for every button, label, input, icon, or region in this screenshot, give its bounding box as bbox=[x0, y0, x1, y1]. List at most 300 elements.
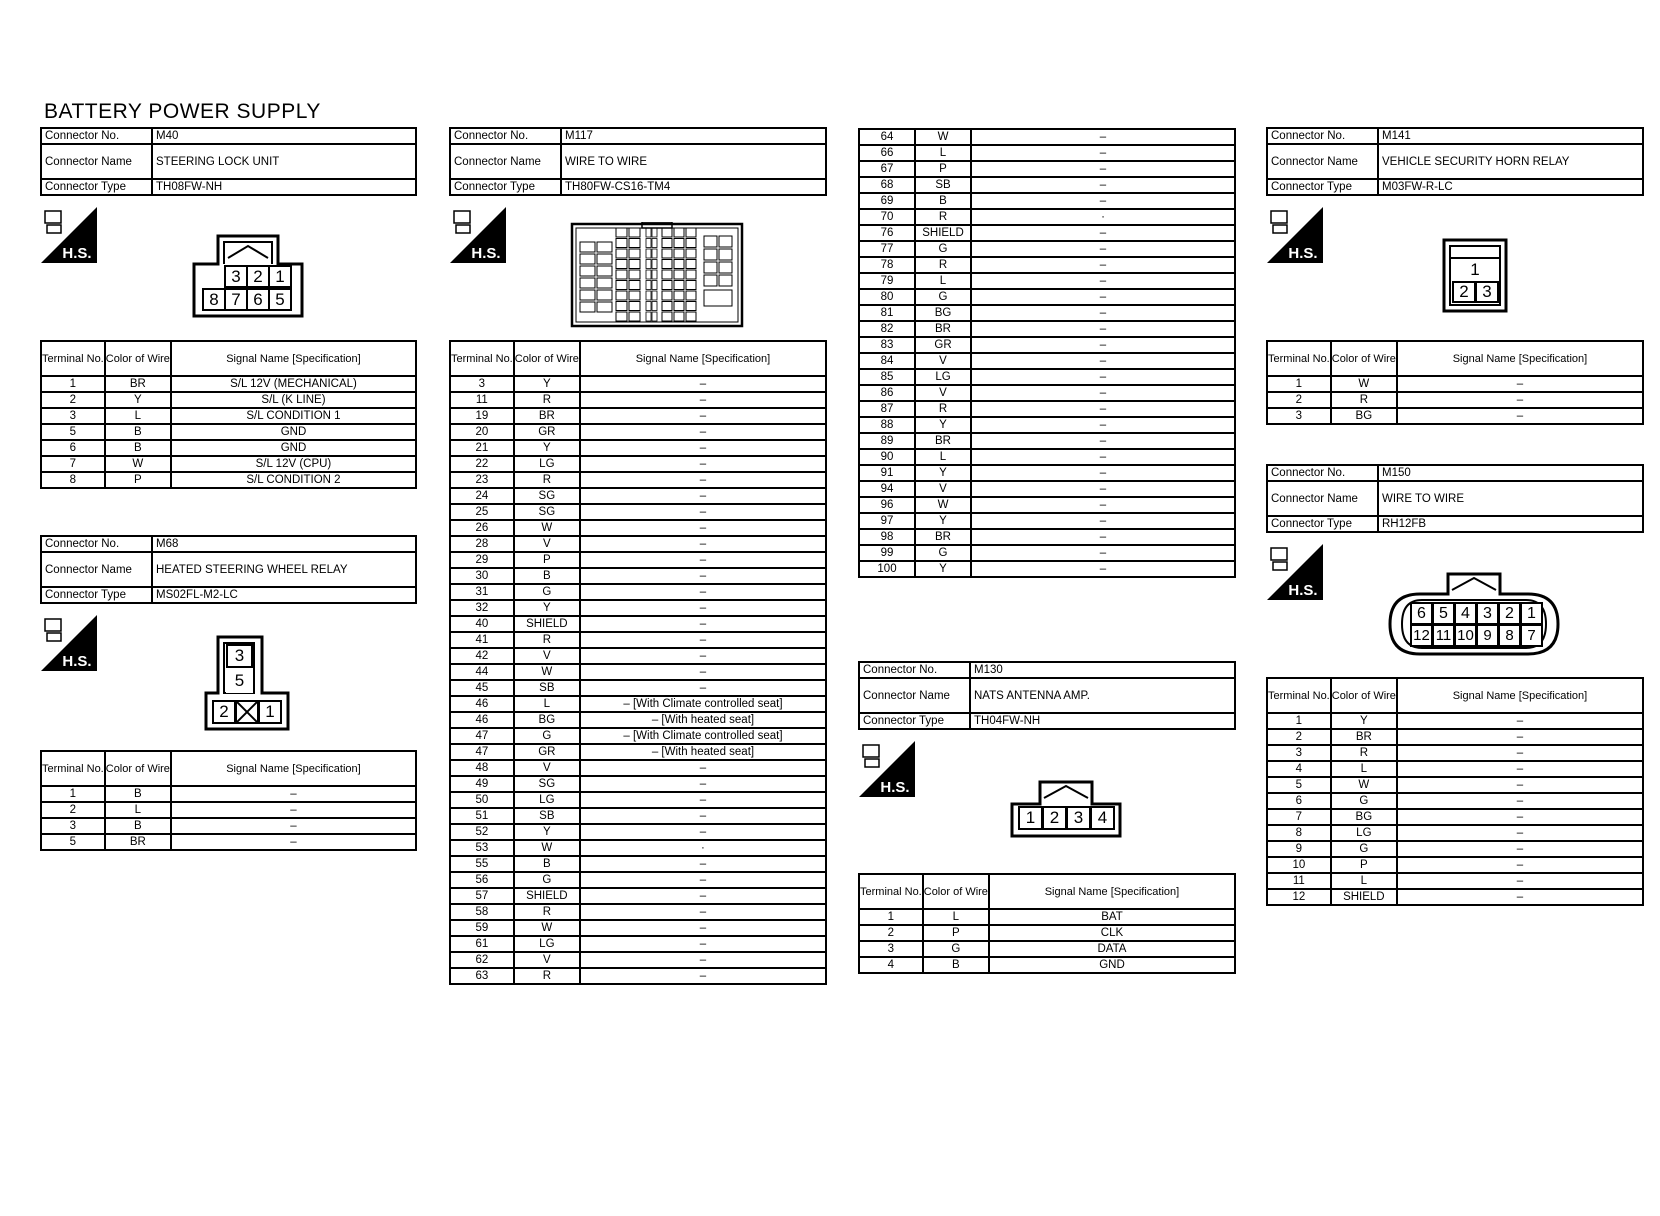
terminal-no: 89 bbox=[859, 433, 915, 449]
signal-name: – bbox=[1397, 857, 1643, 873]
wire-color: G bbox=[1331, 793, 1397, 809]
label-conn-no: Connector No. bbox=[41, 536, 152, 552]
hs-icon bbox=[450, 207, 506, 263]
signal-name: – bbox=[971, 385, 1235, 401]
terminal-no: 3 bbox=[1267, 408, 1331, 424]
header-terminal: Terminal No. bbox=[1267, 678, 1331, 713]
wire-color: W bbox=[1331, 777, 1397, 793]
signal-name: – bbox=[580, 760, 826, 776]
terminal-no: 47 bbox=[450, 744, 514, 760]
terminal-no: 97 bbox=[859, 513, 915, 529]
terminal-no: 20 bbox=[450, 424, 514, 440]
wire-color: G bbox=[915, 241, 971, 257]
table-row bbox=[1267, 825, 1643, 841]
signal-name: – bbox=[580, 488, 826, 504]
table-row bbox=[41, 440, 416, 456]
pin: 10 bbox=[1454, 624, 1477, 647]
signal-name: · bbox=[971, 209, 1235, 225]
signal-name: – bbox=[580, 952, 826, 968]
terminal-no: 3 bbox=[859, 941, 923, 957]
terminal-no: 56 bbox=[450, 872, 514, 888]
table-row bbox=[450, 856, 826, 872]
table-row bbox=[1267, 889, 1643, 905]
wire-color: Y bbox=[915, 513, 971, 529]
pin: 3 bbox=[1066, 806, 1091, 830]
wire-color: V bbox=[915, 481, 971, 497]
terminal-no: 55 bbox=[450, 856, 514, 872]
table-row bbox=[859, 401, 1235, 417]
header-color: Color of Wire bbox=[514, 341, 580, 376]
wire-color: BG bbox=[1331, 809, 1397, 825]
connector-no: M150 bbox=[1378, 465, 1643, 481]
wire-color: SHIELD bbox=[514, 888, 580, 904]
signal-name: – bbox=[1397, 873, 1643, 889]
terminal-no: 45 bbox=[450, 680, 514, 696]
signal-name: – bbox=[580, 376, 826, 392]
terminal-no: 2 bbox=[859, 925, 923, 941]
table-row bbox=[859, 161, 1235, 177]
connector-face-m150 bbox=[1388, 570, 1560, 656]
terminal-table-m141 bbox=[1266, 340, 1644, 425]
table-row bbox=[450, 760, 826, 776]
signal-name: – bbox=[1397, 793, 1643, 809]
wire-color: G bbox=[514, 584, 580, 600]
signal-name: – bbox=[1397, 825, 1643, 841]
table-header-row bbox=[1267, 678, 1643, 713]
signal-name: – bbox=[971, 305, 1235, 321]
wire-color: P bbox=[514, 552, 580, 568]
signal-name: – bbox=[971, 129, 1235, 145]
terminal-no: 67 bbox=[859, 161, 915, 177]
label-conn-name: Connector Name bbox=[41, 144, 152, 179]
terminal-no: 1 bbox=[41, 786, 105, 802]
wire-color: B bbox=[923, 957, 989, 973]
wire-color: L bbox=[915, 145, 971, 161]
header-signal: Signal Name [Specification] bbox=[171, 341, 416, 376]
wire-color: R bbox=[1331, 745, 1397, 761]
table-row bbox=[450, 392, 826, 408]
signal-name: – bbox=[580, 648, 826, 664]
pin: 4 bbox=[1454, 602, 1477, 625]
connector-m141 bbox=[1266, 127, 1644, 196]
signal-name: – bbox=[171, 818, 416, 834]
signal-name: – bbox=[580, 936, 826, 952]
wire-color: Y bbox=[915, 561, 971, 577]
signal-name: – bbox=[1397, 408, 1643, 424]
terminal-no: 59 bbox=[450, 920, 514, 936]
signal-name: – bbox=[1397, 809, 1643, 825]
terminal-no: 2 bbox=[1267, 392, 1331, 408]
signal-name: – [With heated seat] bbox=[580, 712, 826, 728]
table-row bbox=[859, 225, 1235, 241]
signal-name: – bbox=[971, 481, 1235, 497]
terminal-no: 80 bbox=[859, 289, 915, 305]
signal-name: – bbox=[580, 456, 826, 472]
table-row bbox=[450, 376, 826, 392]
pin: 1 bbox=[1018, 806, 1043, 830]
terminal-no: 76 bbox=[859, 225, 915, 241]
signal-name: S/L (K LINE) bbox=[171, 392, 416, 408]
signal-name: – bbox=[971, 145, 1235, 161]
table-row bbox=[1267, 809, 1643, 825]
signal-name: – bbox=[971, 241, 1235, 257]
pin: 2 bbox=[246, 265, 270, 288]
wire-color: L bbox=[915, 449, 971, 465]
table-row bbox=[1267, 873, 1643, 889]
table-row bbox=[859, 257, 1235, 273]
pin: 5 bbox=[226, 669, 253, 693]
header-signal: Signal Name [Specification] bbox=[1397, 341, 1643, 376]
terminal-no: 29 bbox=[450, 552, 514, 568]
table-row bbox=[859, 561, 1235, 577]
wire-color: B bbox=[105, 424, 171, 440]
hs-icon bbox=[1267, 544, 1323, 600]
table-row bbox=[859, 305, 1235, 321]
connector-type: TH04FW-NH bbox=[970, 713, 1235, 729]
terminal-no: 66 bbox=[859, 145, 915, 161]
terminal-no: 62 bbox=[450, 952, 514, 968]
signal-name: – bbox=[971, 161, 1235, 177]
pin: 3 bbox=[224, 265, 248, 288]
wire-color: W bbox=[1331, 376, 1397, 392]
signal-name: – [With Climate controlled seat] bbox=[580, 728, 826, 744]
connector-m150 bbox=[1266, 464, 1644, 533]
terminal-no: 1 bbox=[41, 376, 105, 392]
table-row bbox=[450, 680, 826, 696]
wire-color: P bbox=[105, 472, 171, 488]
wire-color: BR bbox=[915, 321, 971, 337]
signal-name: – bbox=[580, 776, 826, 792]
terminal-no: 98 bbox=[859, 529, 915, 545]
terminal-no: 42 bbox=[450, 648, 514, 664]
wire-color: V bbox=[514, 952, 580, 968]
terminal-no: 5 bbox=[1267, 777, 1331, 793]
signal-name: – [With heated seat] bbox=[580, 744, 826, 760]
signal-name: – bbox=[171, 834, 416, 850]
table-row bbox=[1267, 713, 1643, 729]
label-conn-name: Connector Name bbox=[41, 552, 152, 587]
header-terminal: Terminal No. bbox=[41, 751, 105, 786]
header-color: Color of Wire bbox=[923, 874, 989, 909]
table-row bbox=[450, 712, 826, 728]
table-row bbox=[859, 193, 1235, 209]
label-conn-no: Connector No. bbox=[1267, 465, 1378, 481]
connector-type: MS02FL-M2-LC bbox=[152, 587, 416, 603]
signal-name: – bbox=[580, 680, 826, 696]
wire-color: BG bbox=[514, 712, 580, 728]
table-row bbox=[859, 273, 1235, 289]
terminal-no: 8 bbox=[41, 472, 105, 488]
terminal-no: 90 bbox=[859, 449, 915, 465]
connector-m40 bbox=[40, 127, 417, 196]
wire-color: LG bbox=[514, 456, 580, 472]
terminal-table-m117-continued bbox=[858, 128, 1236, 578]
wire-color: G bbox=[514, 728, 580, 744]
pin: 7 bbox=[224, 288, 248, 311]
signal-name: S/L CONDITION 2 bbox=[171, 472, 416, 488]
connector-face-m130 bbox=[1010, 776, 1122, 838]
table-row bbox=[859, 241, 1235, 257]
table-row bbox=[450, 632, 826, 648]
connector-info bbox=[1266, 464, 1644, 533]
terminal-no: 10 bbox=[1267, 857, 1331, 873]
wire-color: W bbox=[514, 920, 580, 936]
wire-color: P bbox=[915, 161, 971, 177]
table-row bbox=[450, 728, 826, 744]
signal-name: – bbox=[971, 353, 1235, 369]
wire-color: BR bbox=[915, 433, 971, 449]
terminal-no: 69 bbox=[859, 193, 915, 209]
signal-name: – bbox=[1397, 729, 1643, 745]
pin: 2 bbox=[1042, 806, 1067, 830]
terminal-no: 48 bbox=[450, 760, 514, 776]
wire-color: Y bbox=[514, 824, 580, 840]
signal-name: S/L 12V (MECHANICAL) bbox=[171, 376, 416, 392]
signal-name: – bbox=[580, 584, 826, 600]
wire-color: R bbox=[915, 257, 971, 273]
pin: 2 bbox=[1498, 602, 1521, 625]
table-row bbox=[859, 209, 1235, 225]
hs-icon bbox=[41, 615, 97, 671]
wire-color: P bbox=[1331, 857, 1397, 873]
label-conn-name: Connector Name bbox=[859, 678, 970, 713]
pin: 1 bbox=[1520, 602, 1543, 625]
connector-info bbox=[40, 535, 417, 604]
signal-name: S/L 12V (CPU) bbox=[171, 456, 416, 472]
wire-color: L bbox=[915, 273, 971, 289]
signal-name: – bbox=[971, 449, 1235, 465]
terminal-no: 51 bbox=[450, 808, 514, 824]
terminal-no: 11 bbox=[1267, 873, 1331, 889]
table-row bbox=[450, 600, 826, 616]
table-row bbox=[859, 529, 1235, 545]
table-row bbox=[41, 834, 416, 850]
table-row bbox=[450, 824, 826, 840]
wire-color: L bbox=[514, 696, 580, 712]
terminal-no: 2 bbox=[41, 802, 105, 818]
pin: 3 bbox=[226, 644, 253, 668]
connector-name: WIRE TO WIRE bbox=[561, 144, 826, 179]
connector-face-m40 bbox=[192, 234, 304, 318]
terminal-no: 78 bbox=[859, 257, 915, 273]
connector-no: M40 bbox=[152, 128, 416, 144]
terminal-no: 79 bbox=[859, 273, 915, 289]
signal-name: – bbox=[971, 257, 1235, 273]
table-row bbox=[450, 472, 826, 488]
terminal-no: 61 bbox=[450, 936, 514, 952]
terminal-no: 88 bbox=[859, 417, 915, 433]
table-row bbox=[1267, 777, 1643, 793]
table-row bbox=[859, 449, 1235, 465]
wire-color: B bbox=[514, 568, 580, 584]
wire-color: Y bbox=[514, 376, 580, 392]
wire-color: B bbox=[514, 856, 580, 872]
wire-color: GR bbox=[915, 337, 971, 353]
table-row bbox=[450, 696, 826, 712]
table-header-row bbox=[41, 341, 416, 376]
signal-name: – bbox=[1397, 392, 1643, 408]
terminal-no: 7 bbox=[1267, 809, 1331, 825]
pin: 9 bbox=[1476, 624, 1499, 647]
table-row bbox=[450, 488, 826, 504]
blocked-pin-icon bbox=[235, 700, 259, 724]
signal-name: – bbox=[971, 401, 1235, 417]
wire-color: R bbox=[915, 209, 971, 225]
wire-color: R bbox=[514, 968, 580, 984]
header-signal: Signal Name [Specification] bbox=[171, 751, 416, 786]
table-row bbox=[1267, 408, 1643, 424]
pin: 5 bbox=[1432, 602, 1455, 625]
signal-name: – bbox=[971, 337, 1235, 353]
header-signal: Signal Name [Specification] bbox=[1397, 678, 1643, 713]
wire-color: L bbox=[1331, 761, 1397, 777]
terminal-no: 21 bbox=[450, 440, 514, 456]
terminal-no: 41 bbox=[450, 632, 514, 648]
table-row bbox=[41, 802, 416, 818]
signal-name: – bbox=[580, 968, 826, 984]
table-row bbox=[450, 904, 826, 920]
connector-face-m141 bbox=[1442, 238, 1508, 313]
signal-name: – bbox=[971, 289, 1235, 305]
wire-color: SB bbox=[514, 680, 580, 696]
terminal-no: 30 bbox=[450, 568, 514, 584]
label-conn-type: Connector Type bbox=[450, 179, 561, 195]
pin: 8 bbox=[202, 288, 226, 311]
wire-color: BR bbox=[915, 529, 971, 545]
terminal-table-m40 bbox=[40, 340, 417, 489]
terminal-no: 8 bbox=[1267, 825, 1331, 841]
signal-name: – bbox=[971, 273, 1235, 289]
table-row bbox=[859, 129, 1235, 145]
signal-name: – bbox=[580, 408, 826, 424]
wire-color: V bbox=[915, 353, 971, 369]
header-color: Color of Wire bbox=[1331, 341, 1397, 376]
wire-color: W bbox=[514, 840, 580, 856]
table-row bbox=[859, 337, 1235, 353]
terminal-no: 24 bbox=[450, 488, 514, 504]
svg-text:H.S.: H.S. bbox=[1288, 245, 1318, 262]
signal-name: – bbox=[580, 872, 826, 888]
terminal-no: 100 bbox=[859, 561, 915, 577]
table-row bbox=[450, 952, 826, 968]
wire-color: Y bbox=[105, 392, 171, 408]
table-row bbox=[41, 786, 416, 802]
connector-name: HEATED STEERING WHEEL RELAY bbox=[152, 552, 416, 587]
signal-name: S/L CONDITION 1 bbox=[171, 408, 416, 424]
wire-color: R bbox=[514, 632, 580, 648]
wire-color: BR bbox=[514, 408, 580, 424]
pin: 5 bbox=[268, 288, 292, 311]
terminal-no: 6 bbox=[41, 440, 105, 456]
table-header-row bbox=[1267, 341, 1643, 376]
table-row bbox=[41, 376, 416, 392]
wire-color: BR bbox=[1331, 729, 1397, 745]
signal-name: – bbox=[580, 888, 826, 904]
header-terminal: Terminal No. bbox=[450, 341, 514, 376]
table-row bbox=[450, 616, 826, 632]
signal-name: – bbox=[971, 497, 1235, 513]
wire-color: R bbox=[1331, 392, 1397, 408]
wire-color: L bbox=[923, 909, 989, 925]
table-row bbox=[859, 957, 1235, 973]
table-row bbox=[1267, 376, 1643, 392]
terminal-no: 86 bbox=[859, 385, 915, 401]
signal-name: – bbox=[580, 792, 826, 808]
wire-color: B bbox=[105, 818, 171, 834]
terminal-no: 28 bbox=[450, 536, 514, 552]
signal-name: – bbox=[580, 536, 826, 552]
table-row bbox=[859, 369, 1235, 385]
wire-color: GR bbox=[514, 424, 580, 440]
wire-color: V bbox=[514, 648, 580, 664]
wire-color: SHIELD bbox=[1331, 889, 1397, 905]
signal-name: – bbox=[1397, 841, 1643, 857]
table-row bbox=[859, 497, 1235, 513]
wire-color: R bbox=[514, 392, 580, 408]
signal-name: – bbox=[580, 520, 826, 536]
wire-color: R bbox=[514, 472, 580, 488]
table-row bbox=[859, 909, 1235, 925]
pin: 1 bbox=[1451, 259, 1499, 281]
table-row bbox=[41, 392, 416, 408]
table-row bbox=[450, 872, 826, 888]
terminal-no: 2 bbox=[1267, 729, 1331, 745]
terminal-no: 81 bbox=[859, 305, 915, 321]
label-conn-type: Connector Type bbox=[859, 713, 970, 729]
signal-name: DATA bbox=[989, 941, 1235, 957]
terminal-no: 46 bbox=[450, 696, 514, 712]
connector-type: TH08FW-NH bbox=[152, 179, 416, 195]
wire-color: L bbox=[105, 802, 171, 818]
signal-name: – bbox=[971, 433, 1235, 449]
header-color: Color of Wire bbox=[105, 341, 171, 376]
table-row bbox=[450, 424, 826, 440]
wire-color: SG bbox=[514, 504, 580, 520]
label-conn-type: Connector Type bbox=[1267, 516, 1378, 532]
signal-name: – bbox=[971, 513, 1235, 529]
signal-name: – bbox=[971, 545, 1235, 561]
connector-type: TH80FW-CS16-TM4 bbox=[561, 179, 826, 195]
table-row bbox=[859, 941, 1235, 957]
label-conn-type: Connector Type bbox=[41, 587, 152, 603]
signal-name: – bbox=[580, 616, 826, 632]
table-row bbox=[41, 408, 416, 424]
wire-color: BG bbox=[915, 305, 971, 321]
table-row bbox=[859, 545, 1235, 561]
connector-info bbox=[1266, 127, 1644, 196]
wire-color: L bbox=[1331, 873, 1397, 889]
table-row bbox=[1267, 392, 1643, 408]
table-row bbox=[450, 840, 826, 856]
table-row bbox=[859, 289, 1235, 305]
wire-color: R bbox=[514, 904, 580, 920]
wire-color: BG bbox=[1331, 408, 1397, 424]
table-row bbox=[1267, 761, 1643, 777]
wire-color: P bbox=[923, 925, 989, 941]
terminal-no: 46 bbox=[450, 712, 514, 728]
header-terminal: Terminal No. bbox=[1267, 341, 1331, 376]
pin: 2 bbox=[212, 700, 236, 724]
wire-color: G bbox=[1331, 841, 1397, 857]
header-signal: Signal Name [Specification] bbox=[580, 341, 826, 376]
terminal-no: 31 bbox=[450, 584, 514, 600]
pin: 2 bbox=[1452, 281, 1476, 303]
terminal-no: 4 bbox=[1267, 761, 1331, 777]
terminal-no: 3 bbox=[450, 376, 514, 392]
connector-name: WIRE TO WIRE bbox=[1378, 481, 1643, 516]
wire-color: W bbox=[915, 129, 971, 145]
wire-color: B bbox=[105, 440, 171, 456]
